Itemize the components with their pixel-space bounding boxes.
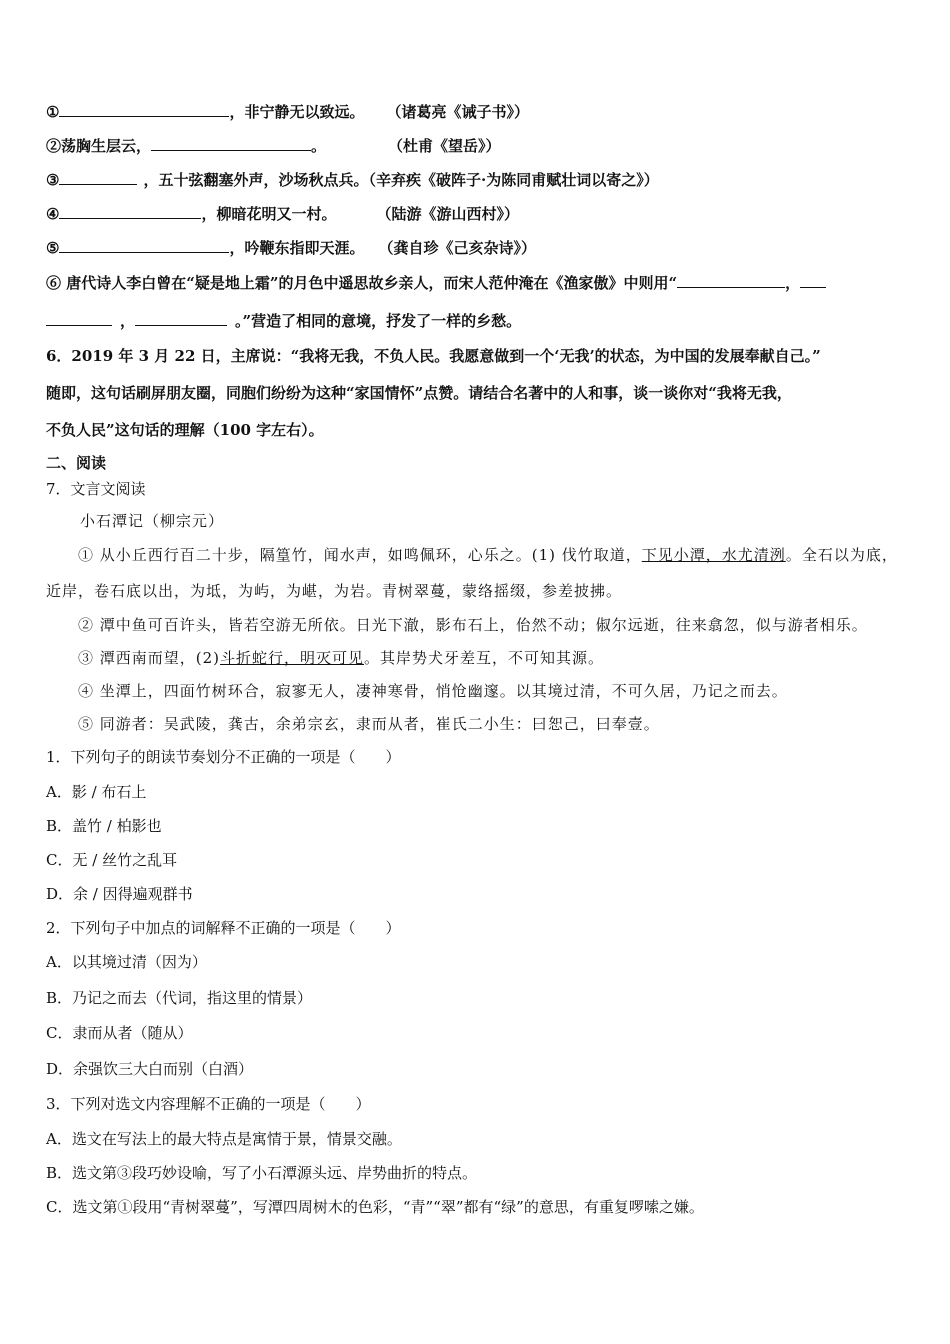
article-paragraph-1-cont: 近岸，卷石底以出，为坻，为屿，为嵁，为岩。青树翠蔓，蒙络摇缀，参差披拂。 (46, 582, 623, 600)
article-paragraph-4: ④ 坐潭上，四面竹树环合，寂寥无人，凄神寒骨，悄怆幽邃。以其境过清，不可久居，乃记之而去。 (78, 682, 788, 700)
question-7-title: 7．文言文阅读 (46, 480, 146, 498)
poem-line-6-cont: ， 。”营造了相同的意境，抒发了一样的乡愁。 (46, 311, 521, 331)
article-paragraph-5: ⑤ 同游者：吴武陵，龚古，余弟宗玄，隶而从者，崔氏二小生：曰恕己，曰奉壹。 (78, 715, 660, 733)
article-paragraph-1: ① 从小丘西行百二十步，隔篁竹，闻水声，如鸣佩环，心乐之。(1) 伐竹取道，下见小潭，水尤清洌。全石以为底， (78, 546, 898, 564)
answer-blank[interactable] (677, 273, 785, 288)
answer-blank[interactable] (59, 102, 229, 117)
option-3a[interactable]: A．选文在写法上的最大特点是寓情于景，情景交融。 (46, 1130, 402, 1148)
answer-blank[interactable] (59, 238, 229, 253)
poem-line-3: ③ ，五十弦翻塞外声，沙场秋点兵。（辛弃疾《破阵子·为陈同甫赋壮词以寄之》） (46, 171, 659, 189)
answer-blank[interactable] (59, 170, 137, 185)
answer-blank[interactable] (135, 311, 227, 326)
option-2b[interactable]: B．乃记之而去（代词，指这里的情景） (46, 989, 313, 1007)
option-1b[interactable]: B．盖竹 / 柏影也 (46, 817, 162, 835)
article-paragraph-3: ③ 潭西南而望，(2)斗折蛇行，明灭可见。其岸势犬牙差互，不可知其源。 (78, 649, 605, 667)
answer-blank[interactable] (59, 204, 201, 219)
option-1c[interactable]: C．无 / 丝竹之乱耳 (46, 851, 178, 869)
question-1: 1．下列句子的朗读节奏划分不正确的一项是（ ） (46, 748, 401, 766)
poem-line-5: ⑤ ，吟鞭东指即天涯。 （龚自珍《己亥杂诗》） (46, 239, 536, 257)
option-2d[interactable]: D．余强饮三大白而别（白酒） (46, 1060, 254, 1078)
question-2: 2．下列句子中加点的词解释不正确的一项是（ ） (46, 919, 401, 937)
question-6-line-2: 随即，这句话刷屏朋友圈，同胞们纷纷为这种“家国情怀”点赞。请结合名著中的人和事，谈一谈你对“我将无我， (46, 384, 792, 402)
question-3: 3．下列对选文内容理解不正确的一项是（ ） (46, 1095, 371, 1113)
poem-line-1: ① ，非宁静无以致远。 （诸葛亮《诫子书》） (46, 103, 529, 121)
article-title: 小石潭记（柳宗元） (80, 512, 225, 530)
answer-blank[interactable] (46, 311, 112, 326)
option-2a[interactable]: A．以其境过清（因为） (46, 953, 207, 971)
question-6-line-3: 不负人民”这句话的理解（100 字左右）。 (46, 421, 324, 439)
question-6-line-1: 6．2019 年 3 月 22 日，主席说：“我将无我，不负人民。我愿意做到一个‘无我’的状态，为中国的发展奉献自己。” (46, 347, 821, 365)
section-heading: 二、阅读 (46, 454, 107, 472)
poem-line-4: ④ ，柳暗花明又一村。 （陆游《游山西村》） (46, 205, 519, 223)
poem-line-6: ⑥ 唐代诗人李白曾在“疑是地上霜”的月色中遥思故乡亲人，而宋人范仲淹在《渔家傲》中则用“ ， (46, 273, 826, 293)
option-3b[interactable]: B．选文第③段巧妙设喻，写了小石潭源头远、岸势曲折的特点。 (46, 1164, 478, 1182)
poem-line-2: ②荡胸生层云， 。 （杜甫《望岳》） (46, 137, 501, 155)
answer-blank[interactable] (151, 136, 311, 151)
option-1a[interactable]: A．影 / 布石上 (46, 783, 147, 801)
article-paragraph-2: ② 潭中鱼可百许头，皆若空游无所依。日光下澈，影布石上，佁然不动；俶尔远逝，往来翕忽，似与游者相乐。 (78, 616, 868, 634)
answer-blank[interactable] (800, 273, 826, 288)
option-3c[interactable]: C．选文第①段用“青树翠蔓”，写潭四周树木的色彩，“青”“翠”都有“绿”的意思，有重复啰嗦之嫌。 (46, 1198, 704, 1216)
option-1d[interactable]: D．余 / 因得遍观群书 (46, 885, 193, 903)
option-2c[interactable]: C．隶而从者（随从） (46, 1024, 193, 1042)
